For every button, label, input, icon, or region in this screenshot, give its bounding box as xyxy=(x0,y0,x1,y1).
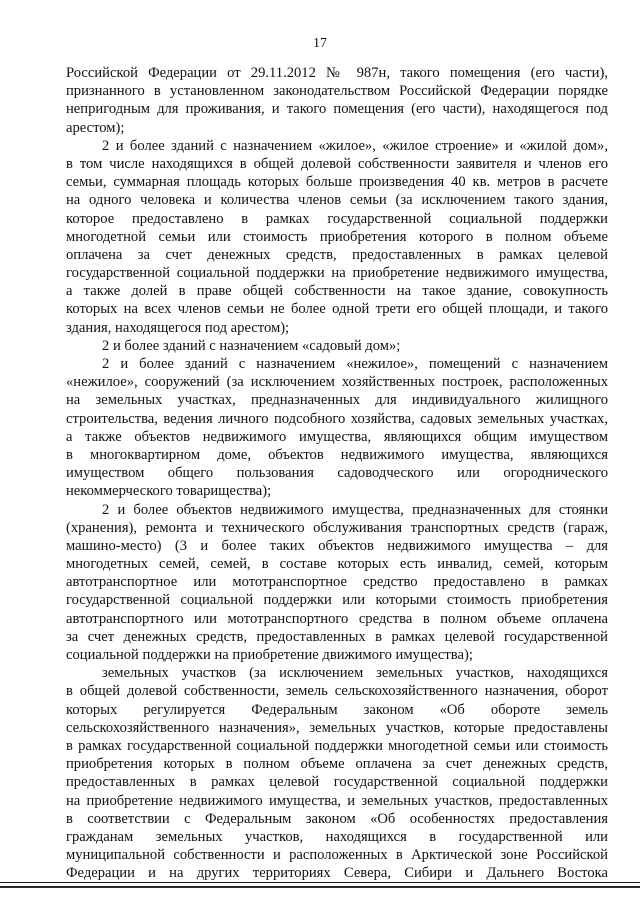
text-line: 2 и более зданий с назначением «садовый дом»; xyxy=(102,337,401,354)
text-line: государственной социальной поддержки на приобретение недвижимого имущества, xyxy=(66,265,608,282)
text-line: в многоквартирном доме, объектов недвижимого имущества, являющихся xyxy=(66,446,608,463)
text-line: многодетной семьи или стоимость приобретения которого в полном объеме xyxy=(66,228,608,245)
text-line: приобретения которых в полном объеме оплачена за счет денежных средств, xyxy=(66,756,608,773)
text-line: арестом); xyxy=(66,119,125,136)
text-line: (хранения), ремонта и технического обслуживания транспортных средств (гараж, xyxy=(66,519,608,536)
text-line: 2 и более объектов недвижимого имущества, предназначенных для стоянки xyxy=(102,501,608,518)
text-line: которое предоставлено в рамках государственной социальной поддержки xyxy=(66,210,608,227)
text-line: в соответствии с Федеральным законом «Об особенностях предоставления xyxy=(66,810,608,827)
text-line: земельных участков (за исключением земельных участков, находящихся xyxy=(102,665,608,682)
document-body xyxy=(66,64,608,882)
text-line: государственной социальной поддержки или которыми стоимость приобретения xyxy=(66,592,608,609)
text-line: социальной поддержки на приобретение движимого имущества); xyxy=(66,647,473,663)
text-line: в общей долевой собственности, земель сельскохозяйственного назначения, оборот xyxy=(66,683,608,700)
text-line: предоставленных в рамках целевой государственной социальной поддержки xyxy=(66,774,608,791)
page-number: 17 xyxy=(313,36,327,51)
text-line: которых регулируется Федеральным законом «Об обороте земель xyxy=(66,701,608,718)
text-line: строительства, ведения личного подсобного хозяйства, садовых земельных участках, xyxy=(66,410,608,427)
text-line: 2 и более зданий с назначением «нежилое», помещений с назначением xyxy=(102,356,608,372)
text-line: на одного человека и количества членов семьи (за исключением такого здания, xyxy=(66,192,608,209)
text-line: машино-место) (3 и более таких объектов недвижимого имущества – для xyxy=(66,537,608,554)
text-line: непригодным для проживания, и такого помещения (его части), находящегося под xyxy=(66,101,608,118)
text-line: автотранспортное или мототранспортное средство предоставлено в рамках xyxy=(66,574,608,591)
text-line: некоммерческого товарищества); xyxy=(66,483,272,500)
text-line: сельскохозяйственного назначения», земельных участков, которые предоставлены xyxy=(66,719,608,736)
text-line: гражданам земельных участков, находящихся в государственной или xyxy=(66,828,608,845)
text-line: на земельных участках, предназначенных для индивидуального жилищного xyxy=(66,392,608,409)
text-line: Российской Федерации от 29.11.2012 № 987н, такого помещения (его части), xyxy=(66,65,608,81)
bottom-divider-thick xyxy=(0,886,640,888)
text-line: многодетных семей, семей, в составе которых есть инвалид, семей, которым xyxy=(66,556,608,573)
text-line: признанного в установленном законодательством Российской Федерации порядке xyxy=(66,83,608,100)
text-line: а также долей в праве общей собственности на такое здание, совокупность xyxy=(66,283,608,300)
text-line: оплачена за счет денежных средств, предоставленных в рамках целевой xyxy=(66,246,608,263)
text-line: семьи, суммарная площадь которых больше произведения 40 кв. метров в расчете xyxy=(66,174,608,191)
text-line: в том числе находящихся в общей долевой собственности заявителя и членов его xyxy=(66,155,608,172)
text-line: которых на всех членов семьи не более одной трети его общей площади, и такого xyxy=(66,301,608,318)
text-line: Федерации и на других территориях Севера, Сибири и Дальнего Востока xyxy=(66,865,608,882)
text-line: за счет денежных средств, предоставленных в рамках целевой государственной xyxy=(66,628,608,645)
text-line: а также объектов недвижимого имущества, являющихся общим имуществом xyxy=(66,428,608,445)
text-line: имуществом общего пользования садоводческого или огороднического xyxy=(66,465,608,482)
text-line: «нежилое», сооружений (за исключением хозяйственных построек, расположенных xyxy=(66,374,608,391)
text-line: 2 и более зданий с назначением «жилое», «жилое строение» и «жилой дом», xyxy=(102,137,608,154)
text-line: муниципальной собственности и расположенных в Арктической зоне Российской xyxy=(66,847,608,864)
text-line: в рамках государственной социальной поддержки многодетной семьи или стоимость xyxy=(66,737,608,754)
text-line: автотранспортного или мототранспортного средства в полном объеме оплачена xyxy=(66,610,608,627)
text-line: на приобретение недвижимого имущества, и земельных участков, предоставленных xyxy=(66,792,608,809)
bottom-divider xyxy=(0,882,640,883)
text-line: здания, находящегося под арестом); xyxy=(66,319,290,336)
